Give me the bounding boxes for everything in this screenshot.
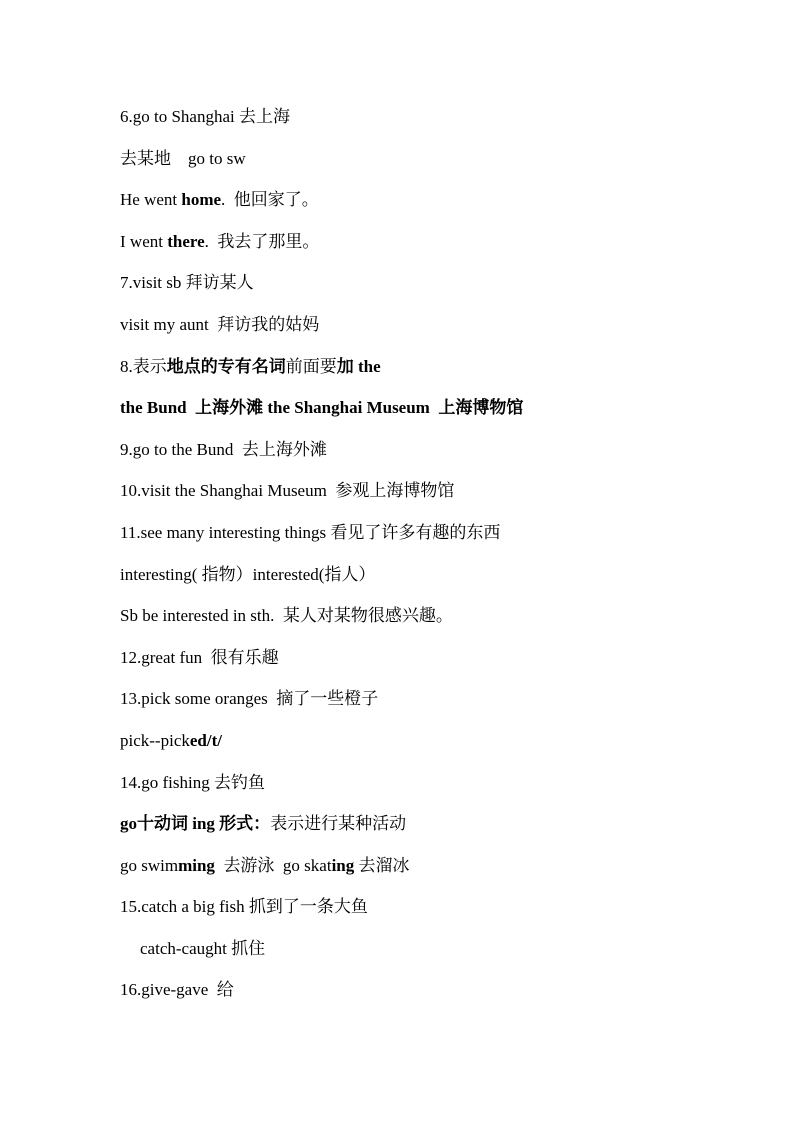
text-run: 表示进行某种活动 [270,814,407,834]
bold-text-run: ed/t/ [189,730,222,750]
document-line [120,519,740,561]
document-line [120,769,740,811]
document-line [120,311,740,353]
document-line [120,436,740,478]
text-run: 9.go to the Bund 去上海外滩 [120,439,327,459]
text-run: 15.catch a big fish 抓到了一条大鱼 [120,897,368,917]
text-run: visit my aunt 拜访我的姑妈 [120,314,320,334]
bold-text-run: ing [331,855,355,875]
text-run: 去溜冰 [354,855,410,875]
text-run: 14.go fishing 去钓鱼 [120,772,265,792]
document-line [120,852,740,894]
text-run: 去游泳 go skat [214,855,332,875]
document-line [120,602,740,644]
bold-text-run: 地点的专有名词 [166,356,286,376]
document-line [120,145,740,187]
text-run: . 我去了那里。 [204,231,320,251]
bold-text-run: there [167,231,205,251]
text-run: He went [120,190,182,210]
document-line [120,269,740,311]
document-line [120,477,740,519]
text-run: I went [120,231,168,251]
text-run: 8.表示 [120,356,167,376]
document-line [120,935,740,977]
document-line [120,644,740,686]
document-line [120,228,740,270]
text-run: 16.give-gave 给 [120,980,234,1000]
bold-text-run: the Bund 上海外滩 the Shanghai Museum 上海博物馆 [120,398,524,418]
document-line [120,186,740,228]
text-run: Sb be interested in sth. 某人对某物很感兴趣。 [120,606,453,626]
text-run: go swim [120,855,179,875]
text-run: 前面要 [285,356,337,376]
text-run: 6.go to Shanghai 去上海 [120,107,290,126]
text-run: 去某地 go to sw [120,148,246,168]
bold-text-run: 加 the [336,356,381,376]
text-run: 13.pick some oranges 摘了一些橙子 [120,689,379,709]
document-line [120,727,740,769]
document-line [120,103,740,145]
bold-text-run: go十动词 ing 形式： [120,814,271,834]
text-run: catch-caught 抓住 [140,938,266,958]
document-line [120,353,740,395]
document-line [120,685,740,727]
document-line [120,976,740,1018]
text-run: 11.see many interesting things 看见了许多有趣的东西 [120,522,501,542]
bold-text-run: ming [178,855,215,875]
text-run: 10.visit the Shanghai Museum 参观上海博物馆 [120,481,455,501]
text-run: interesting( 指物）interested(指人） [120,564,376,584]
text-run: . 他回家了。 [221,190,319,210]
text-run: 12.great fun 很有乐趣 [120,647,279,667]
text-run: pick--pick [120,730,190,750]
document-line [120,394,740,436]
document-line [120,810,740,852]
text-run: 7.visit sb 拜访某人 [120,273,254,293]
document-line [120,561,740,603]
document-body [120,103,740,1018]
document-line [120,893,740,935]
bold-text-run: home [181,190,222,210]
